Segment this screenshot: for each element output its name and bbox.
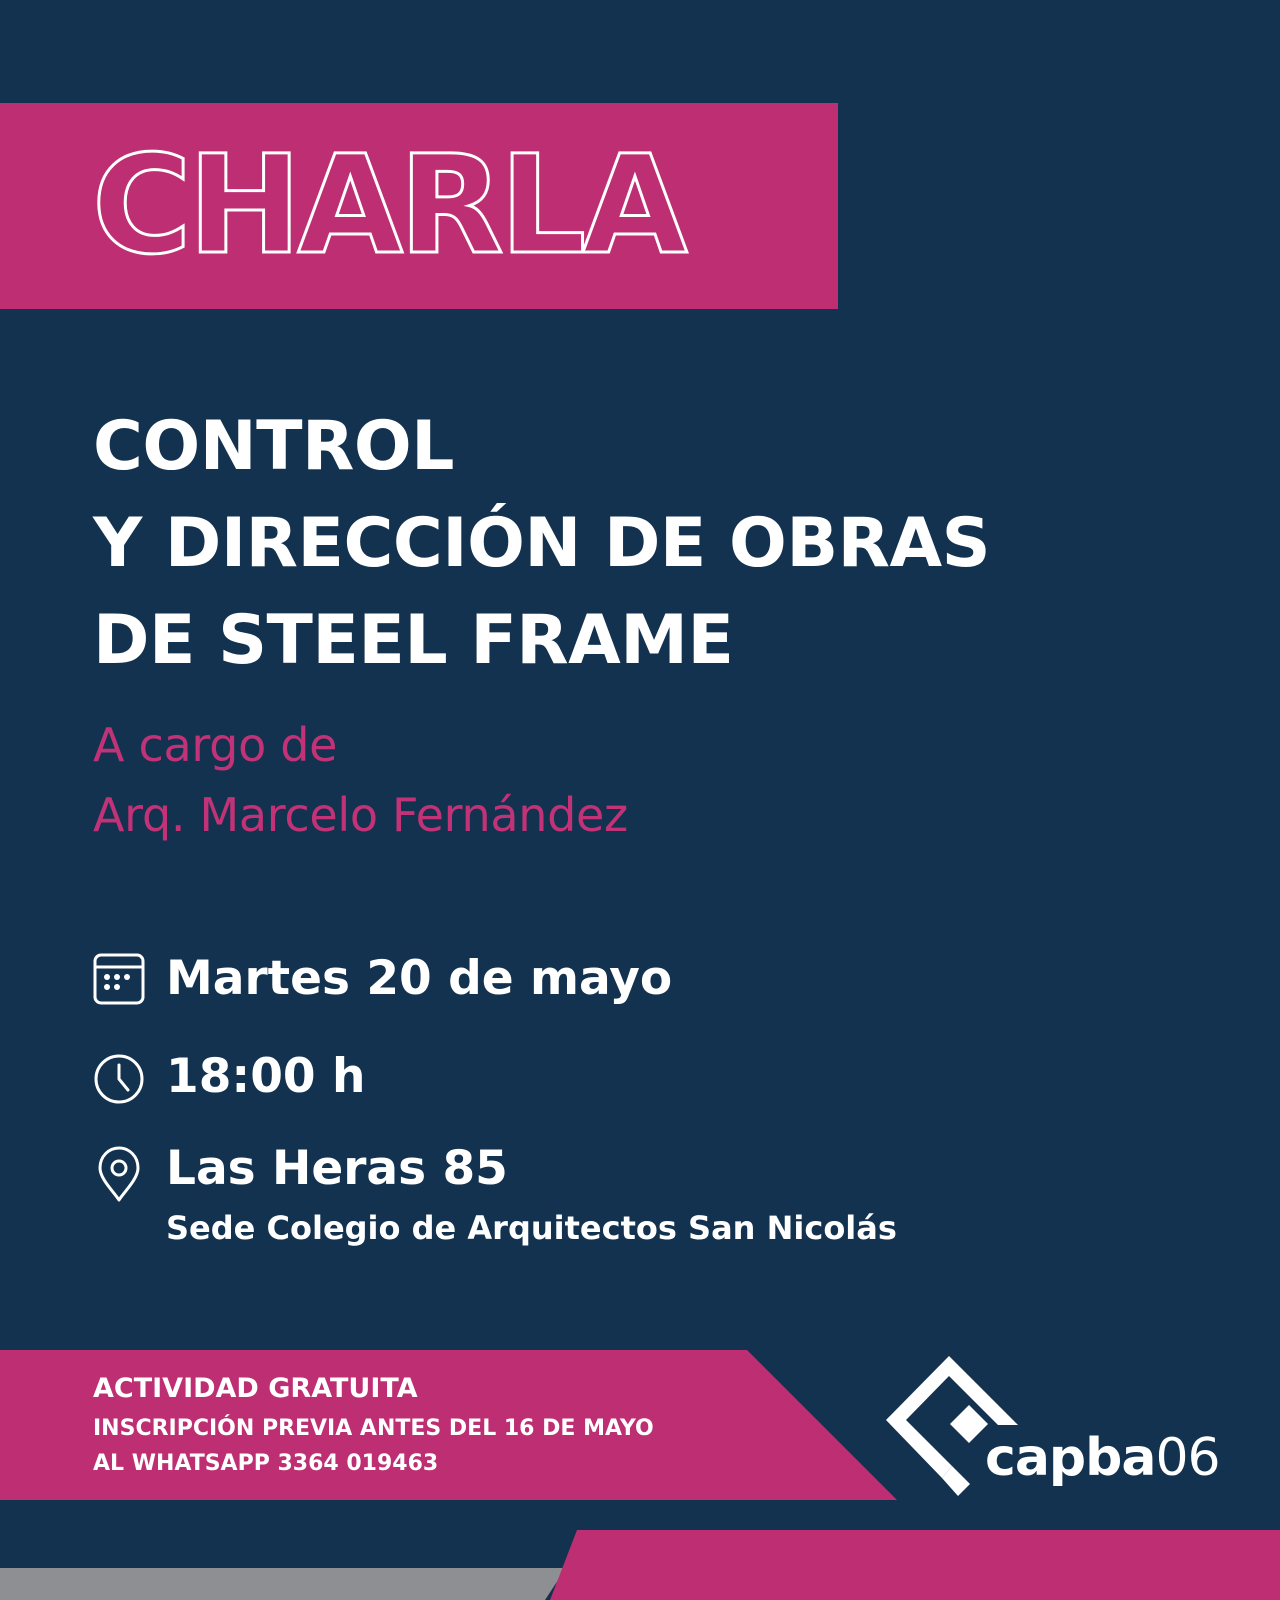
location-pin-icon (92, 1144, 146, 1204)
title-line-3: DE STEEL FRAME (93, 601, 734, 680)
capba-logo-number: 06 (1155, 1428, 1220, 1488)
event-place: Las Heras 85 (166, 1141, 508, 1196)
footer-whatsapp: AL WHATSAPP 3364 019463 (93, 1451, 439, 1476)
speaker-block (93, 710, 628, 850)
charla-word: CHARLA (92, 127, 684, 285)
footer-registration: INSCRIPCIÓN PREVIA ANTES DEL 16 DE MAYO (93, 1416, 654, 1441)
bottom-decor (0, 1530, 1280, 1600)
charla-outline-heading (92, 127, 732, 285)
capba-logo-text (985, 1428, 1220, 1488)
capba-logo-word: capba (985, 1428, 1156, 1488)
speaker-name: Arq. Marcelo Fernández (93, 788, 628, 842)
title-line-2: Y DIRECCIÓN DE OBRAS (93, 504, 991, 583)
talk-title (93, 398, 1213, 689)
event-place-detail: Sede Colegio de Arquitectos San Nicolás (166, 1209, 897, 1247)
title-line-1: CONTROL (93, 407, 455, 486)
event-date: Martes 20 de mayo (166, 951, 673, 1006)
event-time: 18:00 h (166, 1049, 366, 1104)
clock-icon (92, 1052, 146, 1106)
speaker-intro: A cargo de (93, 718, 338, 772)
calendar-icon (92, 952, 146, 1006)
footer-free-activity: ACTIVIDAD GRATUITA (93, 1373, 418, 1404)
